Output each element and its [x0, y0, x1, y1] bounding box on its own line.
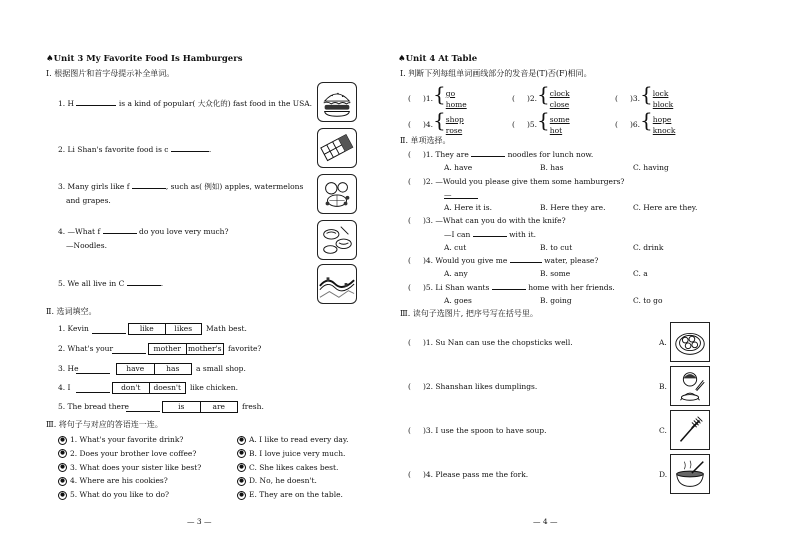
- l-s3-q5: ● 5. What do you like to do?: [58, 488, 201, 502]
- l-s3-a2: ● B. I love juice very much.: [237, 447, 349, 461]
- l-s3-answers: [237, 433, 349, 502]
- l-s3-q3: ● 3. What does your sister like best?: [58, 461, 201, 475]
- l-section3-title: Ⅲ. 将句子与对应的答语连一连。: [46, 420, 163, 429]
- dot-icon: ●: [58, 463, 67, 472]
- r-s3-q2: ( )2. Shanshan likes dumplings.: [408, 382, 538, 391]
- dot-icon: ●: [58, 436, 67, 445]
- r-s2-q2-c: C. Here are they.: [633, 203, 698, 212]
- l-s2-q3-pre: 3. He: [58, 364, 79, 373]
- r-s1-item2: ( )2.{clock close: [512, 82, 570, 109]
- l-s2-q2-choices: mother mother's: [148, 343, 224, 355]
- r-s2-q1-b: B. has: [540, 163, 564, 172]
- unit4-title: ♠Unit 4 At Table: [398, 54, 478, 64]
- l-s1-q1: 1. H is a kind of popular( 大众化的) fast food in the USA.: [58, 99, 313, 108]
- l-s3-a3: ● C. She likes cakes best.: [237, 461, 349, 475]
- unit3-title: ♠Unit 3 My Favorite Food Is Hamburgers: [46, 54, 243, 64]
- l-s2-q5-pre: 5. The bread there: [58, 402, 129, 411]
- r-s2-q5-a: A. goes: [444, 296, 472, 305]
- l-s2-q5-post: fresh.: [242, 402, 264, 411]
- r-s2-q2: ( )2. —Would you please give them some hamburgers?: [408, 177, 625, 186]
- l-s2-q2-pre: 2. What's your: [58, 344, 114, 353]
- fruit-picture: [317, 174, 357, 214]
- r-s3-q4: ( )4. Please pass me the fork.: [408, 470, 529, 479]
- l-s3-a1: ● A. I like to read every day.: [237, 433, 349, 447]
- l-s2-q4-choices: don't doesn't: [112, 382, 186, 394]
- dot-icon: ●: [237, 436, 246, 445]
- r-s1-item6: ( )6.{hope knock: [615, 108, 676, 135]
- r-s2-q5-c: C. to go: [633, 296, 663, 305]
- dumplings-picture: [670, 322, 710, 362]
- r-s3-label-a: A.: [659, 338, 667, 347]
- r-s3-label-c: C.: [659, 426, 667, 435]
- l-s3-q2: ● 2. Does your brother love coffee?: [58, 447, 201, 461]
- l-s2-q1-blank[interactable]: [92, 333, 126, 334]
- r-section2-title: Ⅱ. 单项选择。: [400, 136, 451, 145]
- l-s1-q4-answer: —Noodles.: [66, 241, 107, 250]
- l-s2-q5-blank[interactable]: [126, 411, 160, 412]
- soup-spoon-picture: [670, 454, 710, 494]
- r-s2-q2-blank[interactable]: [444, 198, 478, 199]
- fork-picture: [670, 410, 710, 450]
- l-s2-q4-blank[interactable]: [76, 392, 110, 393]
- dot-icon: ●: [237, 491, 246, 500]
- dot-icon: ●: [237, 449, 246, 458]
- great-wall-picture: [317, 264, 357, 304]
- r-s3-q3: ( )3. I use the spoon to have soup.: [408, 426, 547, 435]
- l-section2-title: Ⅱ. 选词填空。: [46, 307, 97, 316]
- r-s2-q3-b: B. to cut: [540, 243, 573, 252]
- l-s2-q1-choices: like likes: [128, 323, 202, 335]
- r-s1-item5: ( )5.{some hot: [512, 108, 570, 135]
- r-s2-q4: ( )4. Would you give me water, please?: [408, 256, 599, 265]
- chocolate-picture: [317, 128, 357, 168]
- l-section1-title: Ⅰ. 根据图片和首字母提示补全单词。: [46, 69, 175, 78]
- l-s2-q1-post: Math best.: [206, 324, 247, 333]
- r-s3-q1: ( )1. Su Nan can use the chopsticks well.: [408, 338, 573, 347]
- l-s3-questions: [58, 433, 201, 502]
- r-s3-label-d: D.: [659, 470, 668, 479]
- l-s2-q1-pre: 1. Kevin: [58, 324, 89, 333]
- r-s2-q5-b: B. going: [540, 296, 572, 305]
- r-s1-item1: ( )1.{go home: [408, 82, 467, 109]
- r-s2-q4-a: A. any: [444, 269, 468, 278]
- l-s2-q3-post: a small shop.: [196, 364, 246, 373]
- dot-icon: ●: [58, 477, 67, 486]
- r-s2-q1: ( )1. They are noodles for lunch now.: [408, 150, 594, 159]
- r-s2-q1-c: C. having: [633, 163, 669, 172]
- l-s2-q4-pre: 4. I: [58, 383, 71, 392]
- r-s2-q4-b: B. some: [540, 269, 571, 278]
- r-s2-q3-a: A. cut: [444, 243, 467, 252]
- r-s1-item3: ( )3.{lock block: [615, 82, 674, 109]
- l-s2-q5-choices: is are: [162, 401, 238, 413]
- l-s1-q5: 5. We all live in C .: [58, 279, 164, 288]
- r-s2-q3-line2: —I can with it.: [444, 230, 536, 239]
- spade-icon: ♠: [46, 54, 54, 64]
- r-s2-q1-a: A. have: [444, 163, 473, 172]
- l-s1-q4: 4. —What f do you love very much?: [58, 227, 229, 236]
- l-s3-a4: ● D. No, he doesn't.: [237, 474, 349, 488]
- l-s2-q4-post: like chicken.: [190, 383, 238, 392]
- r-s2-q2-a: A. Here it is.: [444, 203, 492, 212]
- r-s2-q2-line2: —: [444, 190, 452, 199]
- l-s3-q4: ● 4. Where are his cookies?: [58, 474, 201, 488]
- l-s2-q2-post: favorite?: [228, 344, 262, 353]
- food-picture: [317, 220, 357, 260]
- page-number-3: — 3 —: [187, 517, 212, 526]
- chopsticks-girl-picture: [670, 366, 710, 406]
- r-s2-q3-c: C. drink: [633, 243, 664, 252]
- r-s3-label-b: B.: [659, 382, 667, 391]
- right-page: [400, 0, 800, 560]
- r-section3-title: Ⅲ. 读句子选图片, 把序号写在括号里。: [400, 309, 538, 318]
- dot-icon: ●: [58, 449, 67, 458]
- r-s2-q5: ( )5. Li Shan wants home with her friends.: [408, 283, 615, 292]
- dot-icon: ●: [58, 491, 67, 500]
- l-s1-q3: 3. Many girls like f , such as( 例如) apples, watermelons: [58, 182, 304, 191]
- l-s2-q2-blank[interactable]: [112, 353, 146, 354]
- l-s1-q2: 2. Li Shan's favorite food is c .: [58, 145, 212, 154]
- r-s2-q3: ( )3. —What can you do with the knife?: [408, 216, 566, 225]
- r-section1-title: Ⅰ. 判断下列每组单词画线部分的发音是(T)否(F)相同。: [400, 69, 592, 78]
- l-s2-q3-choices: have has: [116, 363, 192, 375]
- l-s3-q1: ● 1. What's your favorite drink?: [58, 433, 201, 447]
- dot-icon: ●: [237, 463, 246, 472]
- l-s2-q3-blank[interactable]: [76, 373, 110, 374]
- r-s1-item4: ( )4.{shop rose: [408, 108, 464, 135]
- r-s2-q2-b: B. Here they are.: [540, 203, 606, 212]
- r-s2-q4-c: C. a: [633, 269, 648, 278]
- dot-icon: ●: [237, 477, 246, 486]
- l-s1-q3-cont: and grapes.: [66, 196, 111, 205]
- page-number-4: — 4 —: [533, 517, 558, 526]
- l-s3-a5: ● E. They are on the table.: [237, 488, 349, 502]
- hamburger-picture: [317, 82, 357, 122]
- spade-icon: ♠: [398, 54, 406, 64]
